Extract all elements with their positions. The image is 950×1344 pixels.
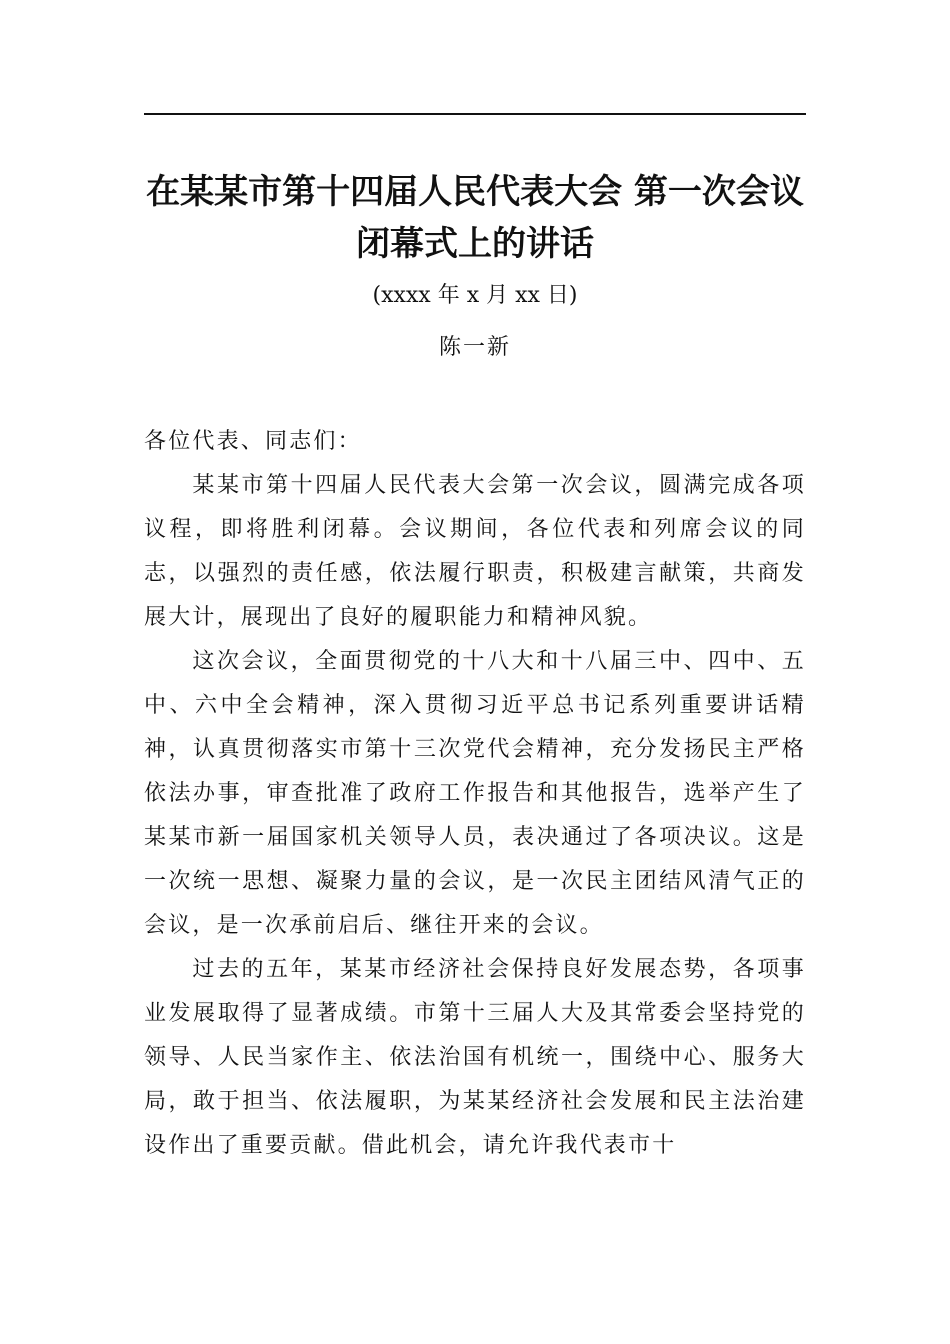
speech-body	[144, 420, 806, 1168]
document-title: 在某某市第十四届人民代表大会 第一次会议闭幕式上的讲话	[146, 172, 804, 264]
speech-date: (xxxx 年 x 月 xx 日)	[372, 283, 578, 308]
body-paragraph: 某某市第十四届人民代表大会第一次会议，圆满完成各项议程，即将胜利闭幕。会议期间，各位代表和列席会议的同志，以强烈的责任感，依法履行职责，积极建言献策，共商发展大计，展现出了良好的履职能力和精神风貌。	[144, 473, 806, 630]
body-paragraph: 这次会议，全面贯彻党的十八大和十八届三中、四中、五中、六中全会精神，深入贯彻习近平总书记系列重要讲话精神，认真贯彻落实市第十三次党代会精神，充分发扬民主严格依法办事，审查批准了政府工作报告和其他报告，选举产生了某某市新一届国家机关领导人员，表决通过了各项决议。这是一次统一思想、凝聚力量的会议，是一次民主团结风清气正的会议，是一次承前启后、继往开来的会议。	[144, 649, 806, 938]
salutation: 各位代表、同志们：	[144, 429, 362, 454]
header-rule	[144, 113, 806, 115]
speaker-name: 陈一新	[438, 335, 511, 360]
body-paragraph: 过去的五年，某某市经济社会保持良好发展态势，各项事业发展取得了显著成绩。市第十三届人大及其常委会坚持党的领导、人民当家作主、依法治国有机统一，围绕中心、服务大局，敢于担当、依法履职，为某某经济社会发展和民主法治建设作出了重要贡献。借此机会，请允许我代表市十	[144, 957, 806, 1158]
